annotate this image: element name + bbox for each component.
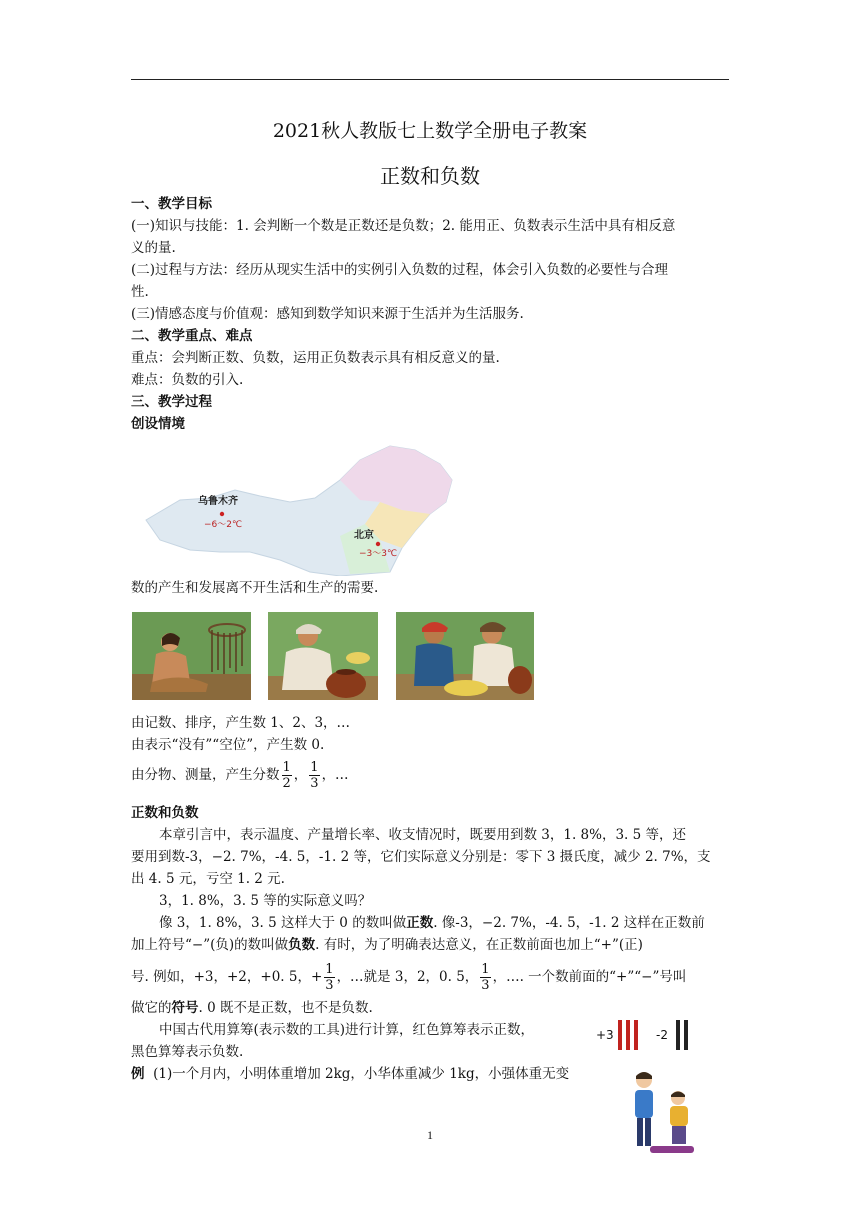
term-positive: 正数 xyxy=(406,915,434,931)
term-sign: 符号 xyxy=(171,1000,199,1016)
fraction-one-third xyxy=(309,760,319,791)
fraction-one-half xyxy=(282,760,292,791)
fraction-denominator: 3 xyxy=(310,776,319,791)
fraction-one-third xyxy=(324,962,334,993)
paragraph-line: (三)情感态度与价值观：感知到数学知识来源于生活并为生活服务. xyxy=(131,306,524,322)
fraction-numerator: 1 xyxy=(481,962,490,977)
paragraph-line: 要用到数-3，−2. 7%，-4. 5，-1. 2 等，它们实际意义分别是：零下 3 摄氏度，减少 2. 7%，支 xyxy=(131,849,711,865)
fraction-denominator: 2 xyxy=(282,776,291,791)
paragraph-line: 中国古代用算筹(表示数的工具)进行计算，红色算筹表示正数， xyxy=(159,1022,535,1038)
paragraph-line xyxy=(131,962,731,993)
map-temp-label: −6～2℃ xyxy=(204,520,243,530)
trading-illustration xyxy=(396,612,534,700)
page-number: 1 xyxy=(427,1128,433,1142)
china-temperature-map xyxy=(140,440,460,576)
paragraph-line xyxy=(131,760,731,791)
text-span: 由分物、测量，产生分数 xyxy=(131,767,280,783)
fraction-denominator: 3 xyxy=(325,978,334,993)
knot-counting-illustration xyxy=(132,612,251,700)
section-heading: 一、教学目标 xyxy=(131,196,212,212)
paragraph-line: 3，1. 8%，3. 5 等的实际意义吗？ xyxy=(159,893,372,909)
paragraph-line: 黑色算筹表示负数. xyxy=(131,1044,244,1060)
pottery-illustration xyxy=(268,612,378,700)
example-label: 例 xyxy=(131,1066,145,1082)
fraction-numerator: 1 xyxy=(310,760,319,775)
paragraph-line: 难点：负数的引入. xyxy=(131,372,244,388)
paragraph-line: 本章引言中，表示温度、产量增长率、收支情况时，既要用到数 3，1. 8%，3. 5 等，还 xyxy=(159,827,687,843)
header-rule xyxy=(131,79,729,80)
text-span: 像 3，1. 8%，3. 5 这样大于 0 的数叫做 xyxy=(159,915,407,931)
paragraph-line: (一)知识与技能：1. 会判断一个数是正数还是负数；2. 能用正、负数表示生活中具有相反意 xyxy=(131,218,676,234)
paragraph-line: 重点：会判断正数、负数，运用正负数表示具有相反意义的量. xyxy=(131,350,500,366)
text-span: 做它的 xyxy=(131,1000,172,1016)
fraction-numerator: 1 xyxy=(282,760,291,775)
paragraph-line: 性. xyxy=(131,284,149,300)
paragraph-line xyxy=(131,934,731,956)
text-span: . 有时，为了明确表达意义，在正数前面也加上“+”(正) xyxy=(315,937,643,953)
rod-negative-label: -2 xyxy=(656,1028,668,1042)
text-span: ，… xyxy=(321,767,349,783)
term-negative: 负数 xyxy=(288,937,316,953)
text-span: . 0 既不是正数，也不是负数. xyxy=(198,1000,373,1016)
objectives-section xyxy=(131,193,731,435)
paragraph-line: 数的产生和发展离不开生活和生产的需要. xyxy=(131,580,379,596)
text-span: . 像-3，−2. 7%，-4. 5，-1. 2 这样在正数前 xyxy=(433,915,705,931)
fraction-denominator: 3 xyxy=(481,978,490,993)
text-span: 加上符号“−”(负)的数叫做 xyxy=(131,937,289,953)
lesson-title: 正数和负数 xyxy=(380,164,480,188)
paragraph-line: (二)过程与方法：经历从现实生活中的实例引入负数的过程，体会引入负数的必要性与合理 xyxy=(131,262,669,278)
paragraph-line xyxy=(131,912,731,934)
rod-positive-label: +3 xyxy=(596,1028,614,1042)
paragraph-line: 义的量. xyxy=(131,240,176,256)
fraction-numerator: 1 xyxy=(325,962,334,977)
text-span: ，…就是 3，2，0. 5， xyxy=(336,969,479,985)
section-heading: 正数和负数 xyxy=(131,805,199,821)
map-city-label: 北京 xyxy=(354,530,374,541)
origins-section xyxy=(131,712,731,791)
document-title: 2021秋人教版七上数学全册电子教案 xyxy=(272,120,588,142)
subsection-heading: 创设情境 xyxy=(131,416,185,432)
map-temp-label: −3～3℃ xyxy=(359,549,398,559)
counting-rods-illustration xyxy=(596,1014,696,1054)
text-span: 号. 例如，+3，+2，+0. 5，+ xyxy=(131,969,323,985)
paragraph-line: 由表示“没有”“空位”，产生数 0. xyxy=(131,737,325,753)
section-heading: 二、教学重点、难点 xyxy=(131,328,253,344)
section-heading: 三、教学过程 xyxy=(131,394,212,410)
paragraph-line: 出 4. 5 元，亏空 1. 2 元. xyxy=(131,871,285,887)
text-span: ， xyxy=(293,767,308,783)
map-city-label: 乌鲁木齐 xyxy=(198,496,238,507)
paragraph-line: 由记数、排序，产生数 1、2、3，… xyxy=(131,715,351,731)
text-span: (1)一个月内，小明体重增加 2kg，小华体重减少 1kg，小强体重无变 xyxy=(153,1066,570,1082)
text-span: ，…. 一个数前面的“+”“−”号叫 xyxy=(492,969,687,985)
fraction-one-third xyxy=(480,962,490,993)
